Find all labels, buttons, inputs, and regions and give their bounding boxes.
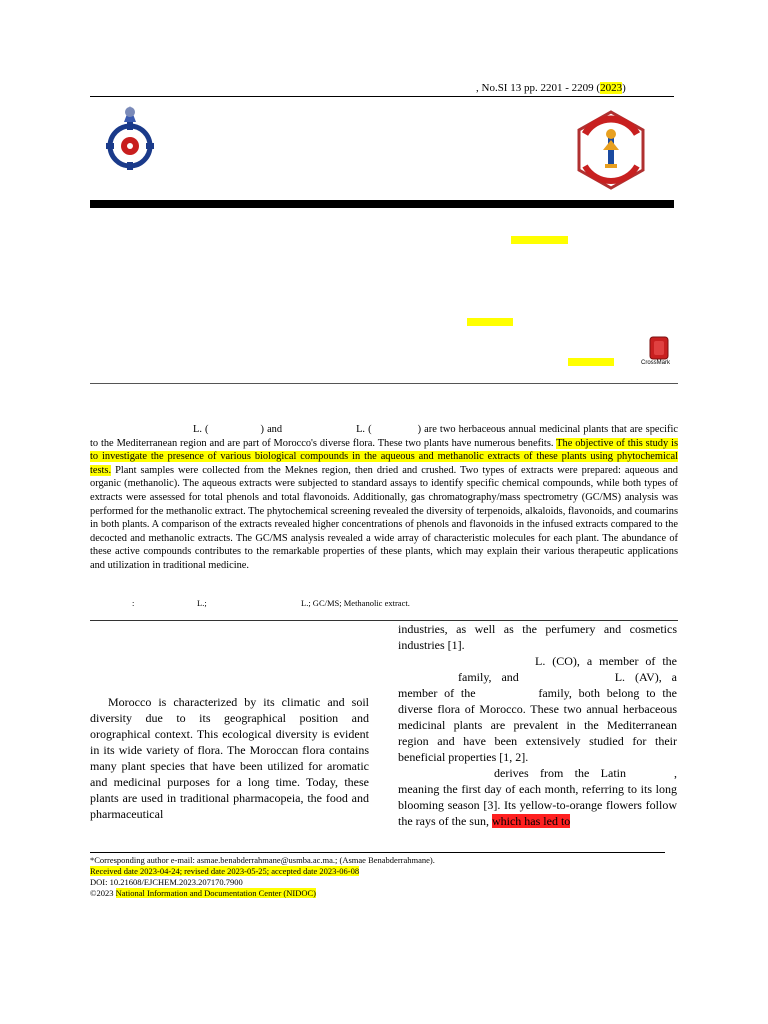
crossmark-label: CrossMark xyxy=(641,360,671,366)
copyright: ©2023 National Information and Documentation Center (NIDOC) xyxy=(90,888,316,898)
red-highlight: which has led to xyxy=(491,814,571,828)
footnote-rule xyxy=(90,852,665,853)
abstract-highlight: The objective of this study is to investigate the presence of various biological compounds in the aqueous and methanolic extracts of these plants using phytochemical tests. xyxy=(90,437,678,476)
species-paragraph: L. (CO), a member of the family, and L. (AV), a member of the family, both belong to the diverse flora of Morocco. These two annual herbaceous medicinal plants are prevalent in the Mediterranean region and have been extensively studied for their beneficial properties [1, 2]. xyxy=(398,654,677,764)
submission-dates: Received date 2023-04-24; revised date 2023-05-25; accepted date 2023-06-08 xyxy=(90,866,360,876)
journal-citation: , No.SI 13 pp. 2201 - 2209 (2023) xyxy=(476,82,626,94)
keyword-1: L.; xyxy=(197,598,207,608)
footnote xyxy=(90,855,435,899)
intro-right-column xyxy=(398,621,677,829)
society-seal-logo xyxy=(575,110,647,190)
keyword-rest: L.; GC/MS; Methanolic extract. xyxy=(301,598,410,608)
intro-paragraph-continued: industries, as well as the perfumery and cosmetics industries [1]. xyxy=(398,622,677,652)
header-thick-bar xyxy=(90,200,674,208)
journal-logo xyxy=(100,102,160,172)
etymology-paragraph: derives from the Latin , meaning the first day of each month, referring to its long blooming season [3]. Its yellow-to-orange flowers follow the rays of the sun, which has led to xyxy=(398,766,677,828)
doi: DOI: 10.21608/EJCHEM.2023.207170.7900 xyxy=(90,877,243,887)
author-highlight-block xyxy=(467,318,513,326)
keywords-colon: : xyxy=(132,598,135,608)
title-highlight-block xyxy=(511,236,568,244)
abstract-text: L. ( ) and L. ( ) are two herbaceous annual medicinal plants that are specific to the Mediterranean region and are part of Morocco's diverse flora. These two plants have numerous benefits. The objective of this study is to investigate the presence of various biological compounds in the aqueous and methanolic extracts of these plants using phytochemical tests. Plant samples were collected from the Meknes region, then dried and crushed. Two types of extracts were prepared: aqueous and organic (methanolic). The aqueous extracts were subjected to standard assays to identify specific chemical compounds, while both types of extracts were assessed for total phenols and total flavonoids. Additionally, gas chromatography/mass spectrometry (GC/MS) analysis was performed for the methanolic extract. The phytochemical screening revealed the diversity of terpenoids, alkaloids, flavonoids, and coumarins in both plants. A comparison of the extracts revealed higher concentrations of phenols and flavonoids in the infused extracts compared to the decocted and methanolic extracts. The GC/MS analysis revealed a wide array of characteristic molecules for each plant. The abundance of these active compounds contributes to the remarkable properties of these plants, which may explain their various therapeutic applications and utilization in traditional medicine. xyxy=(90,424,678,571)
abstract-top-rule xyxy=(90,383,678,384)
affiliation-highlight-block xyxy=(568,358,614,366)
corresponding-author: *Corresponding author e-mail: asmae.benabderrahmane@usmba.ac.ma.; (Asmae Benabderrahmane). xyxy=(90,855,435,865)
header-rule xyxy=(90,96,674,97)
intro-paragraph: Morocco is characterized by its climatic and soil diversity due to its geographical position and orographical context. This ecological diversity is evident in its wide variety of flora. The Moroccan flora contains many plant species that have been utilized for aromatic and medicinal purposes for a long time. Today, these plants are used in traditional pharmacopeia, the food and pharmaceutical xyxy=(90,695,369,821)
intro-left-column xyxy=(90,694,369,822)
